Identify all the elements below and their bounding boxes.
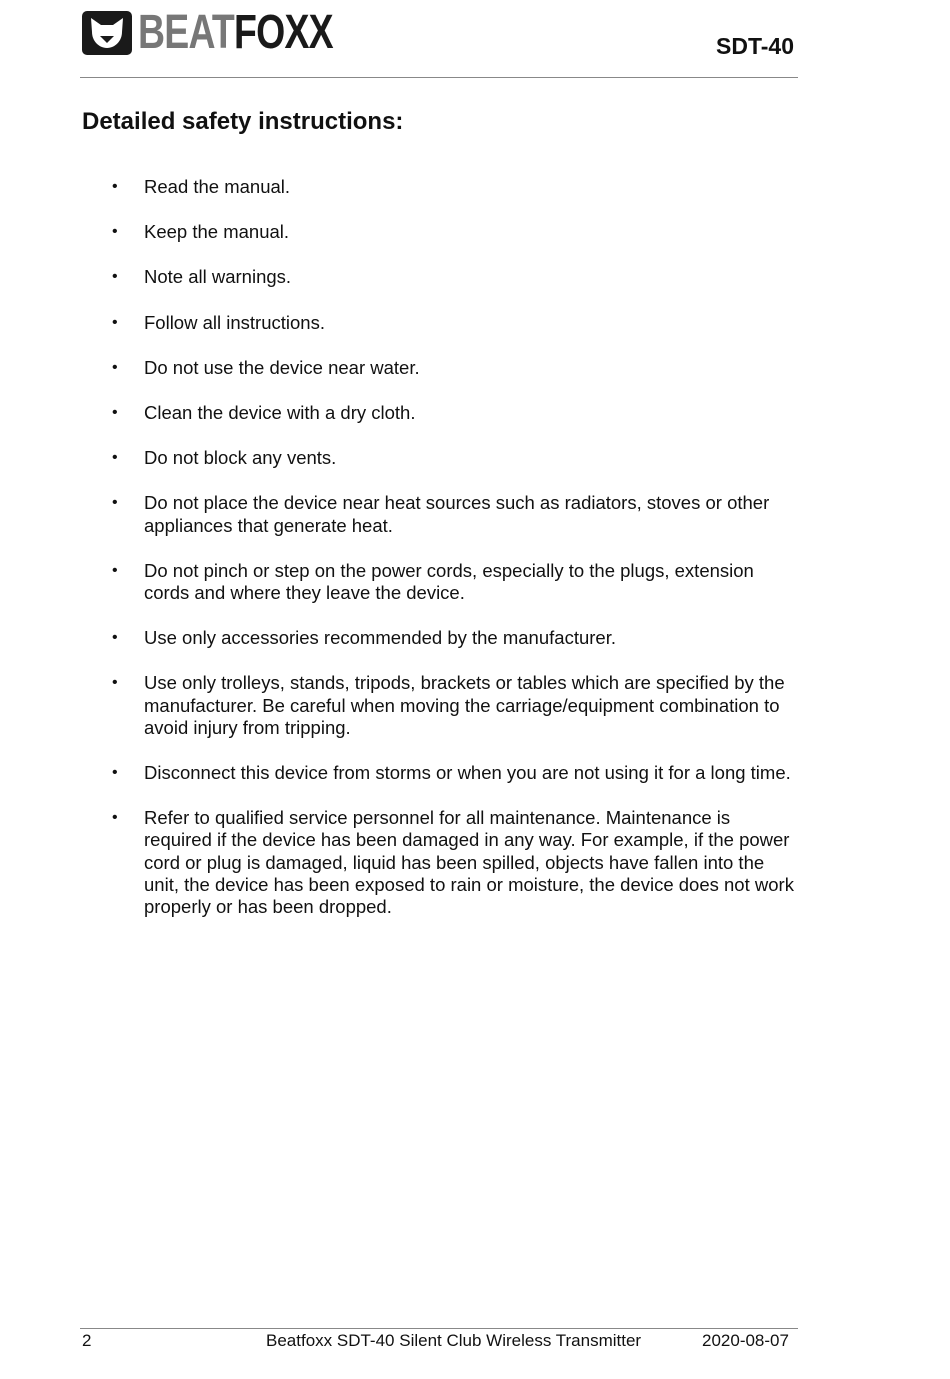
page-number: 2 — [82, 1331, 92, 1350]
list-item-text: Disconnect this device from storms or when you are not using it for a long time. — [144, 762, 791, 784]
list-item — [112, 266, 802, 288]
list-item — [112, 807, 802, 918]
bullet-icon: • — [112, 629, 118, 647]
bullet-icon: • — [112, 764, 118, 782]
list-item — [112, 221, 802, 243]
bullet-icon: • — [112, 268, 118, 286]
bullet-icon: • — [112, 449, 118, 467]
list-item-text: Follow all instructions. — [144, 311, 325, 333]
bullet-icon: • — [112, 313, 118, 331]
list-item — [112, 672, 802, 739]
list-item — [112, 312, 802, 334]
list-item — [112, 492, 802, 536]
list-item-text: Use only trolleys, stands, tripods, brackets or tables which are specified by the manufacturer. Be careful when moving the carriage/equipment combination to avoid injury from tripping. — [144, 672, 785, 738]
bullet-icon: • — [112, 404, 118, 422]
logo-beat-text: BEAT — [138, 6, 235, 59]
footer-divider — [80, 1328, 798, 1329]
bullet-icon: • — [112, 178, 118, 195]
bullet-icon: • — [112, 358, 118, 376]
list-item — [112, 762, 802, 784]
bullet-icon: • — [112, 223, 118, 241]
bullet-icon: • — [112, 674, 118, 692]
list-item-text: Do not use the device near water. — [144, 356, 420, 378]
list-item — [112, 627, 802, 649]
brand-logo — [82, 6, 388, 59]
bullet-icon: • — [112, 561, 118, 579]
list-item — [112, 402, 802, 424]
list-item-text: Refer to qualified service personnel for all maintenance. Maintenance is required if the device has been damaged in any way. For example, if the power cord or plug is damaged, liquid has been spilled, objects have fallen into the unit, the device has been exposed to rain or moisture, the device does not work properly or has been dropped. — [144, 807, 794, 918]
list-item — [112, 560, 802, 604]
list-item-text: Do not pinch or step on the power cords, especially to the plugs, extension cords and where they leave the device. — [144, 559, 754, 604]
list-item — [112, 447, 802, 469]
footer-date: 2020-08-07 — [702, 1331, 789, 1350]
page-title: Detailed safety instructions: — [82, 108, 404, 135]
footer-title: Beatfoxx SDT-40 Silent Club Wireless Transmitter — [266, 1331, 642, 1350]
list-item-text: Keep the manual. — [144, 221, 290, 243]
fox-head-icon — [82, 11, 132, 55]
logo-wordmark — [138, 6, 333, 59]
list-item — [112, 357, 802, 379]
list-item-text: Do not block any vents. — [144, 447, 337, 469]
list-item — [112, 176, 802, 198]
header-divider — [80, 77, 798, 78]
safety-instructions-list — [112, 176, 802, 941]
list-item-text: Use only accessories recommended by the manufacturer. — [144, 627, 616, 649]
list-item-text: Clean the device with a dry cloth. — [144, 402, 416, 424]
bullet-icon: • — [112, 809, 118, 827]
bullet-icon: • — [112, 494, 118, 512]
logo-foxx-text: FOXX — [234, 6, 333, 59]
list-item-text: Do not place the device near heat sources such as radiators, stoves or other appliances that generate heat. — [144, 492, 770, 536]
list-item-text: Note all warnings. — [144, 266, 292, 288]
model-number: SDT-40 — [716, 33, 794, 59]
list-item-text: Read the manual. — [144, 176, 291, 197]
